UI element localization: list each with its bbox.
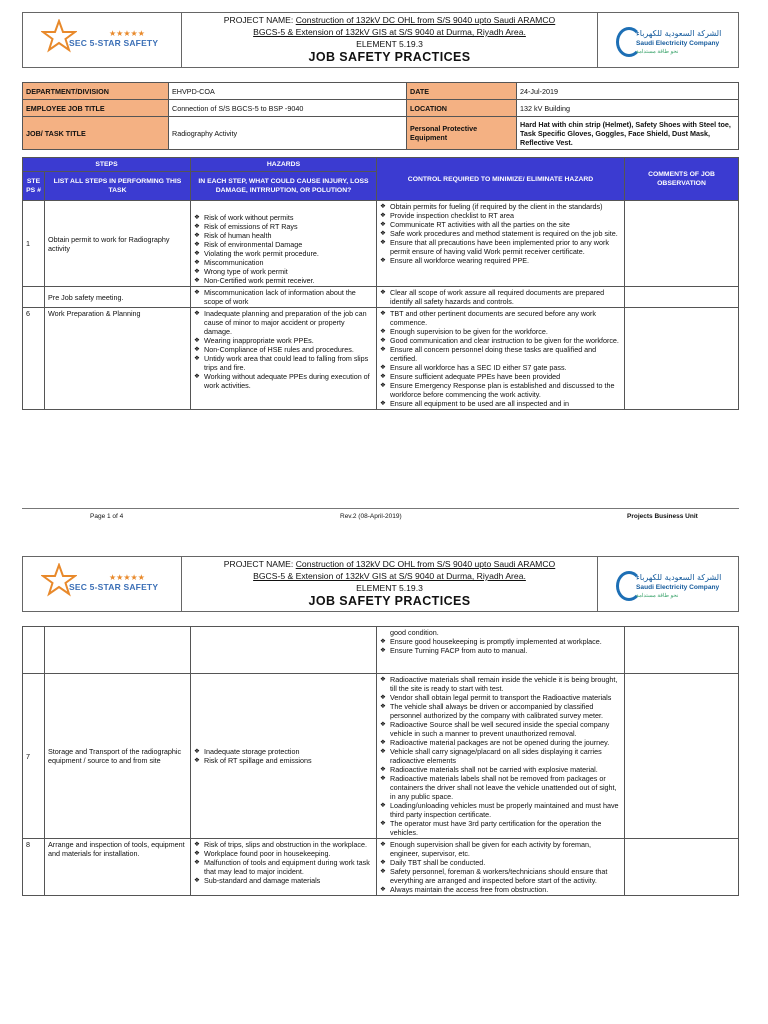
list-item: ❖ Working without adequate PPEs during execution of work activities. bbox=[204, 372, 373, 390]
list-item: ❖ Risk of RT spillage and emissions bbox=[204, 756, 373, 765]
document-header bbox=[22, 12, 739, 68]
list-item: ❖ Non-Compliance of HSE rules and procedures. bbox=[204, 345, 373, 354]
list-item: ❖ Always maintain the access free from obstruction. bbox=[390, 885, 621, 894]
bullet-list bbox=[380, 202, 621, 265]
list-item: ❖ Risk of work without permits bbox=[204, 213, 373, 222]
svg-text:★★★★★: ★★★★★ bbox=[109, 29, 145, 37]
list-item: ❖ Enough supervision shall be given for each activity by foreman, engineer, supervisor, etc. bbox=[390, 840, 621, 858]
hazard-list bbox=[191, 674, 377, 839]
page-number: Page 1 of 4 bbox=[90, 513, 124, 520]
comments-cell bbox=[625, 839, 739, 896]
step-description: Pre Job safety meeting. bbox=[45, 287, 191, 308]
list-item: ❖ Wrong type of work permit bbox=[204, 267, 373, 276]
date-label: DATE bbox=[407, 83, 517, 100]
list-item: ❖ Safe work procedures and method statement is required on the job site. bbox=[390, 229, 621, 238]
control-list bbox=[377, 674, 625, 839]
table-row bbox=[23, 674, 739, 839]
list-item: ❖ Ensure Emergency Response plan is established and discussed to the workforce before commencing the work activity. bbox=[390, 381, 621, 399]
hazards-header: HAZARDS bbox=[191, 158, 377, 172]
bullet-list bbox=[194, 309, 373, 390]
jsp-table-page1 bbox=[22, 157, 739, 410]
element-number: ELEMENT 5.19.3 bbox=[356, 39, 423, 49]
step-description: Storage and Transport of the radiographic equipment / source to and from site bbox=[45, 674, 191, 839]
list-item: ❖ Miscommunication bbox=[204, 258, 373, 267]
location-label: LOCATION bbox=[407, 100, 517, 117]
revision: Rev.2 (08-April-2019) bbox=[340, 513, 402, 520]
page-footer bbox=[22, 508, 739, 525]
hazard-list bbox=[191, 287, 377, 308]
list-item: ❖ Risk of environmental Damage bbox=[204, 240, 373, 249]
task-title-label: JOB/ TASK TITLE bbox=[23, 117, 169, 150]
sec-logo bbox=[597, 557, 738, 611]
sec-tagline: نحو طاقة مستدامة bbox=[636, 49, 679, 55]
project-name-line1: Construction of 132kV DC OHL from S/S 9040 upto Saudi ARAMCO bbox=[295, 15, 556, 25]
step-number: 6 bbox=[23, 308, 45, 410]
list-item: ❖ Radioactive materials labels shall not be removed from packages or containers the driver shall not leave the vehicle unattended out of sight, in any public space. bbox=[390, 774, 621, 801]
bullet-list bbox=[194, 213, 373, 285]
list-item: ❖ Enough supervision to be given for the workforce. bbox=[390, 327, 621, 336]
list-item: ❖ Vehicle shall carry signage/placard on all sides displaying it carries radioactive elements bbox=[390, 747, 621, 765]
sec-arabic-name: الشركة السعودية للكهرباء bbox=[636, 573, 722, 582]
list-item: ❖ Good communication and clear instruction to be given for the workforce. bbox=[390, 336, 621, 345]
star-logo-text: SEC 5-STAR SAFETY bbox=[69, 582, 159, 592]
document-title: JOB SAFETY PRACTICES bbox=[308, 50, 471, 64]
list-item: ❖ Communicate RT activities with all the parties on the site bbox=[390, 220, 621, 229]
list-item: ❖ Daily TBT shall be conducted. bbox=[390, 858, 621, 867]
step-number bbox=[23, 627, 45, 674]
hazard-list bbox=[191, 308, 377, 410]
business-unit: Projects Business Unit bbox=[627, 513, 698, 520]
header-center bbox=[182, 557, 597, 611]
list-item: ❖ Untidy work area that could lead to falling from slips trips and fire. bbox=[204, 354, 373, 372]
table-row bbox=[23, 201, 739, 287]
list-item: ❖ The operator must have 3rd party certification for the operation the vehicles. bbox=[390, 819, 621, 837]
small-stars-icon bbox=[109, 573, 149, 581]
bullet-list bbox=[380, 840, 621, 894]
star-logo-text: SEC 5-STAR SAFETY bbox=[69, 38, 159, 48]
step-number bbox=[23, 287, 45, 308]
ppe-label: Personal Protective Equipment bbox=[407, 117, 517, 150]
list-item: ❖ Malfunction of tools and equipment during work task that may lead to major incident. bbox=[204, 858, 373, 876]
list-item: ❖ Non-Certified work permit receiver. bbox=[204, 276, 373, 285]
bullet-list bbox=[194, 840, 373, 885]
five-star-safety-logo bbox=[23, 557, 182, 611]
dept-value: EHVPD-COA bbox=[169, 83, 407, 100]
list-item: ❖ Safety personnel, foreman & workers/technicians should ensure that everything are arranged and inspected before start of the activity. bbox=[390, 867, 621, 885]
list-item: ❖ Risk of trips, slips and obstruction in the workplace. bbox=[204, 840, 373, 849]
document-title: JOB SAFETY PRACTICES bbox=[308, 594, 471, 608]
sec-arabic-name: الشركة السعودية للكهرباء bbox=[636, 29, 722, 38]
step-number: 8 bbox=[23, 839, 45, 896]
date-value: 24-Jul-2019 bbox=[517, 83, 739, 100]
hazard-list bbox=[191, 839, 377, 896]
comments-cell bbox=[625, 287, 739, 308]
list-item: ❖ Ensure all concern personnel doing these tasks are qualified and certified. bbox=[390, 345, 621, 363]
list-item: ❖ Ensure all workforce wearing required PPE. bbox=[390, 256, 621, 265]
comments-cell bbox=[625, 308, 739, 410]
task-title-value: Radiography Activity bbox=[169, 117, 407, 150]
bullet-list bbox=[194, 747, 373, 765]
job-info-table bbox=[22, 82, 739, 150]
list-item: ❖ Ensure Turning FACP from auto to manual. bbox=[390, 646, 621, 655]
list-item: ❖ Risk of emissions of RT Rays bbox=[204, 222, 373, 231]
element-number: ELEMENT 5.19.3 bbox=[356, 583, 423, 593]
hazard-list bbox=[191, 627, 377, 674]
list-item: ❖ Loading/unloading vehicles must be properly maintained and must have third party inspection certificate. bbox=[390, 801, 621, 819]
step-description: Obtain permit to work for Radiography activity bbox=[45, 201, 191, 287]
list-item: ❖ Violating the work permit procedure. bbox=[204, 249, 373, 258]
bullet-list bbox=[194, 288, 373, 306]
sec-tagline: نحو طاقة مستدامة bbox=[636, 593, 679, 599]
bullet-list bbox=[380, 675, 621, 837]
step-number: 7 bbox=[23, 674, 45, 839]
table-row bbox=[23, 287, 739, 308]
step-description: Work Preparation & Planning bbox=[45, 308, 191, 410]
small-stars-icon bbox=[109, 29, 149, 37]
step-description bbox=[45, 627, 191, 674]
project-name-line2: BGCS-5 & Extension of 132kV GIS at S/S 9040 at Durma, Riyadh Area. bbox=[253, 27, 526, 37]
location-value: 132 kV Building bbox=[517, 100, 739, 117]
list-item: ❖ Wearing inappropriate work PPEs. bbox=[204, 336, 373, 345]
table-row bbox=[23, 839, 739, 896]
list-item: ❖ Miscommunication lack of information about the scope of work bbox=[204, 288, 373, 306]
step-number: 1 bbox=[23, 201, 45, 287]
list-item: ❖ Radioactive materials shall not be carried with explosive material. bbox=[390, 765, 621, 774]
control-list bbox=[377, 627, 625, 674]
page-1 bbox=[22, 0, 739, 528]
project-prefix: PROJECT NAME: bbox=[223, 559, 296, 569]
list-item: ❖ Radioactive material packages are not be opened during the journey. bbox=[390, 738, 621, 747]
control-list bbox=[377, 308, 625, 410]
list-item: ❖ Radioactive Source shall be well secured inside the special company vehicle in such a manner to prevent unauthorized removal. bbox=[390, 720, 621, 738]
list-item: ❖ Inadequate storage protection bbox=[204, 747, 373, 756]
dept-label: DEPARTMENT/DIVISION bbox=[23, 83, 169, 100]
five-star-safety-logo bbox=[23, 13, 182, 67]
comments-cell bbox=[625, 674, 739, 839]
bullet-list bbox=[380, 288, 621, 306]
list-item: ❖ TBT and other pertinent documents are secured before any work commence. bbox=[390, 309, 621, 327]
list-item: ❖ Workplace found poor in housekeeping. bbox=[204, 849, 373, 858]
hazard-list bbox=[191, 201, 377, 287]
list-item: ❖ Obtain permits for fueling (if required by the client in the standards) bbox=[390, 202, 621, 211]
control-list bbox=[377, 287, 625, 308]
list-item: ❖ Sub-standard and damage materials bbox=[204, 876, 373, 885]
list-item: ❖ Clear all scope of work assure all required documents are prepared identify all safety hazards and controls. bbox=[390, 288, 621, 306]
control-list bbox=[377, 839, 625, 896]
job-title-label: EMPLOYEE JOB TITLE bbox=[23, 100, 169, 117]
list-item: ❖ Ensure that all precautions have been implemented prior to any work permit ensure of having valid Work permit receiver certificate. bbox=[390, 238, 621, 256]
control-header: CONTROL REQUIRED TO MINIMIZE/ ELIMINATE HAZARD bbox=[377, 158, 625, 201]
project-prefix: PROJECT NAME: bbox=[223, 15, 296, 25]
sec-english-name: Saudi Electricity Company bbox=[636, 584, 720, 591]
control-list bbox=[377, 201, 625, 287]
list-item: ❖ Risk of human health bbox=[204, 231, 373, 240]
steps-no-header: STE PS # bbox=[23, 172, 45, 201]
list-item: ❖ Ensure all equipment to be used are all inspected and in bbox=[390, 399, 621, 408]
steps-desc-header: LIST ALL STEPS IN PERFORMING THIS TASK bbox=[45, 172, 191, 201]
step-description: Arrange and inspection of tools, equipment and materials for installation. bbox=[45, 839, 191, 896]
hazards-desc-header: IN EACH STEP, WHAT COULD CAUSE INJURY, LOSS DAMAGE, INTRRUPTION, OR POLUTION? bbox=[191, 172, 377, 201]
sec-english-name: Saudi Electricity Company bbox=[636, 40, 720, 47]
list-item: ❖ Radioactive materials shall remain inside the vehicle it is being brought, till the site is ready to start with test. bbox=[390, 675, 621, 693]
project-name-line2: BGCS-5 & Extension of 132kV GIS at S/S 9040 at Durma, Riyadh Area. bbox=[253, 571, 526, 581]
bullet-list bbox=[380, 309, 621, 408]
list-item: ❖ Inadequate planning and preparation of the job can cause of minor to major accident or property damage. bbox=[204, 309, 373, 336]
jsp-table-page2 bbox=[22, 626, 739, 896]
table-row bbox=[23, 627, 739, 674]
comments-cell bbox=[625, 201, 739, 287]
job-title-value: Connection of S/S BGCS-5 to BSP -9040 bbox=[169, 100, 407, 117]
list-item: ❖ Provide inspection checklist to RT area bbox=[390, 211, 621, 220]
project-name-line1: Construction of 132kV DC OHL from S/S 9040 upto Saudi ARAMCO bbox=[295, 559, 556, 569]
list-item: ❖ Ensure all workforce has a SEC ID either S7 gate pass. bbox=[390, 363, 621, 372]
page-2 bbox=[22, 548, 739, 1024]
table-row bbox=[23, 308, 739, 410]
bullet-list bbox=[380, 637, 621, 655]
steps-header: STEPS bbox=[23, 158, 191, 172]
list-item: ❖ Vendor shall obtain legal permit to transport the Radioactive materials bbox=[390, 693, 621, 702]
header-center bbox=[182, 13, 597, 67]
ppe-value: Hard Hat with chin strip (Helmet), Safety Shoes with Steel toe, Task Specific Gloves, Goggles, Face Shield, Dust Mask, Reflective Vest. bbox=[517, 117, 739, 150]
list-item: ❖ The vehicle shall always be driven or accompanied by classified personnel authorized by the company with calibrated survey meter. bbox=[390, 702, 621, 720]
sec-logo bbox=[597, 13, 738, 67]
page-gap bbox=[0, 528, 768, 548]
list-item: ❖ Ensure good housekeeping is promptly implemented at workplace. bbox=[390, 637, 621, 646]
document-header bbox=[22, 556, 739, 612]
control-continuation: good condition. bbox=[390, 628, 439, 637]
comments-header: COMMENTS OF JOB OBSERVATION bbox=[625, 158, 739, 201]
list-item: ❖ Ensure sufficient adequate PPEs have been provided bbox=[390, 372, 621, 381]
comments-cell bbox=[625, 627, 739, 674]
svg-text:★★★★★: ★★★★★ bbox=[109, 573, 145, 581]
